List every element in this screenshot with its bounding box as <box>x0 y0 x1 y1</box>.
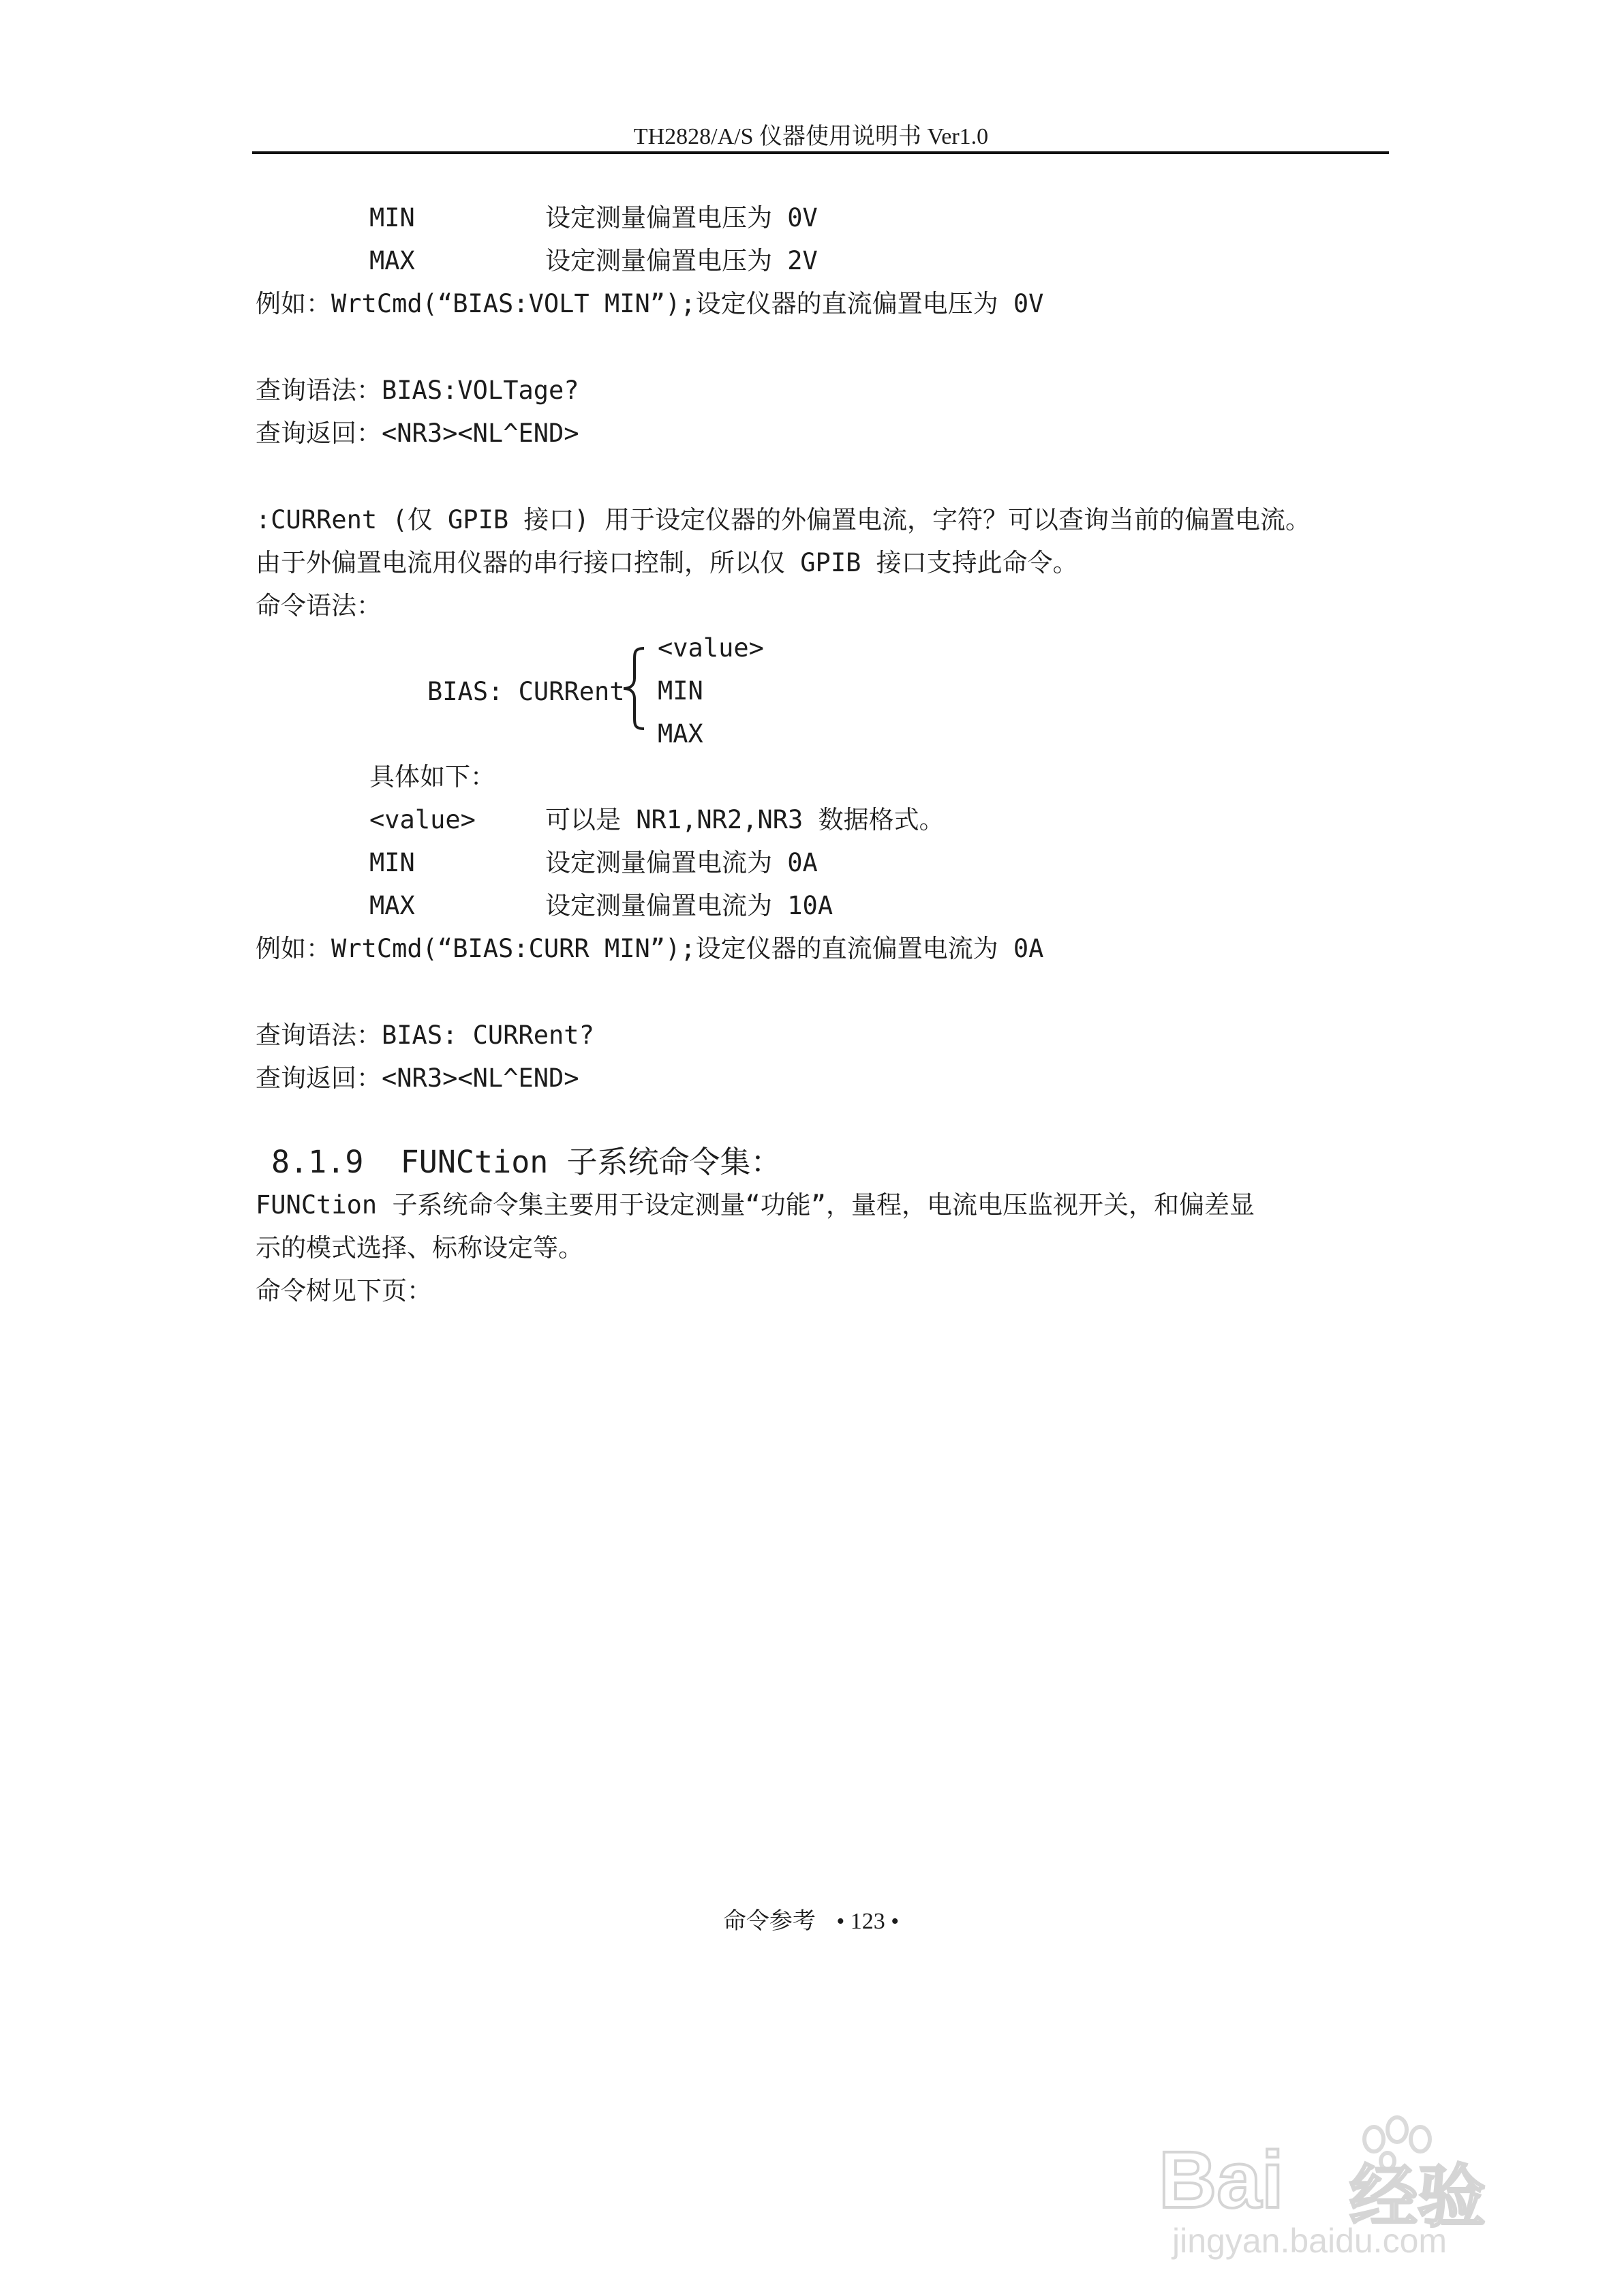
param-desc: 设定测量偏置电流为 0A <box>545 848 818 877</box>
section-line2: 示的模式选择、标称设定等。 <box>256 1233 583 1263</box>
param-name: MIN <box>369 203 415 232</box>
details-label: 具体如下： <box>369 762 495 791</box>
param-desc: 设定测量偏置电压为 2V <box>545 246 818 275</box>
param-desc: 设定测量偏置电压为 0V <box>545 203 818 232</box>
watermark-brand2: 经验 <box>1349 2157 1486 2237</box>
current-intro-line2: 由于外偏置电流用仪器的串行接口控制，所以仅 GPIB 接口支持此命令。 <box>256 548 1078 577</box>
param-name: MAX <box>369 891 415 920</box>
baidu-watermark-logo <box>1145 2100 1527 2263</box>
param-name: MAX <box>369 246 415 275</box>
section-line3: 命令树见下页： <box>256 1276 432 1305</box>
syntax-option: MIN <box>658 676 703 706</box>
current-query-syntax: 查询语法：BIAS: CURRent? <box>256 1021 594 1050</box>
current-query-return: 查询返回：<NR3><NL^END> <box>256 1063 579 1093</box>
param-desc: 可以是 NR1,NR2,NR3 数据格式。 <box>545 805 945 834</box>
section-heading: 8.1.9 FUNCtion 子系统命令集： <box>271 1144 782 1180</box>
current-intro-line1: :CURRent (仅 GPIB 接口) 用于设定仪器的外偏置电流，字符？可以查询当前的偏置电流。 <box>256 505 1311 534</box>
footer <box>0 1902 1622 1935</box>
footer-label: 命令参考 <box>722 1909 816 1934</box>
section-line1: FUNCtion 子系统命令集主要用于设定测量“功能”，量程，电流电压监视开关，和偏差显 <box>256 1190 1255 1220</box>
param-name: <value> <box>369 805 476 834</box>
header-title: TH2828/A/S 仪器使用说明书 Ver1.0 <box>633 124 989 149</box>
syntax-option: <value> <box>658 633 764 663</box>
curly-brace-icon <box>617 644 651 733</box>
param-desc: 设定测量偏置电流为 10A <box>545 891 833 920</box>
header-rule <box>252 151 1389 154</box>
syntax-option: MAX <box>658 719 703 749</box>
param-name: MIN <box>369 848 415 877</box>
voltage-query-syntax: 查询语法：BIAS:VOLTage? <box>256 376 579 405</box>
syntax-command: BIAS: CURRent <box>427 677 625 706</box>
watermark-brand: Bai <box>1159 2135 1284 2225</box>
watermark-url: jingyan.baidu.com <box>1172 2222 1448 2260</box>
voltage-query-return: 查询返回：<NR3><NL^END> <box>256 419 579 448</box>
voltage-example: 例如：WrtCmd(“BIAS:VOLT MIN”);设定仪器的直流偏置电压为 0V <box>256 289 1044 318</box>
current-example: 例如：WrtCmd(“BIAS:CURR MIN”);设定仪器的直流偏置电流为 0A <box>256 934 1044 963</box>
syntax-label: 命令语法： <box>256 591 382 620</box>
page-number: • 123 • <box>836 1909 900 1934</box>
